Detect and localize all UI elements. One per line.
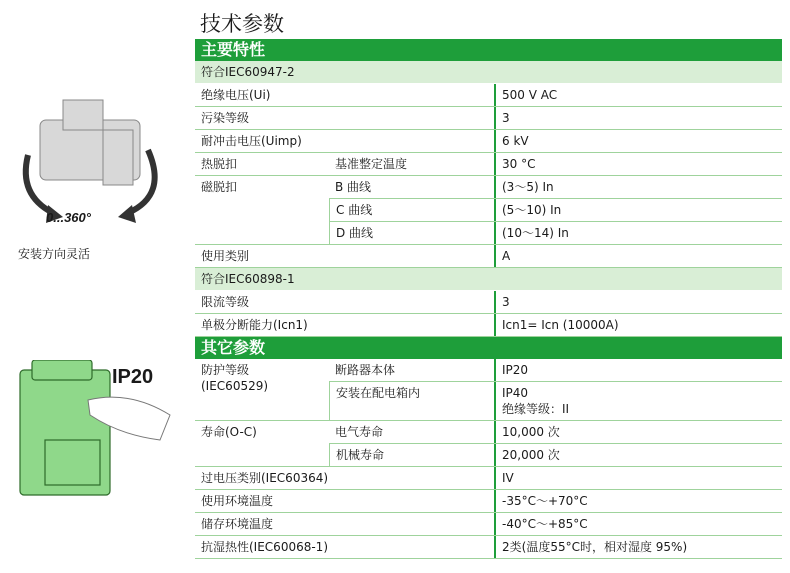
row-label: 单极分断能力(Icn1) bbox=[201, 318, 308, 332]
row-value: 10,000 次 bbox=[494, 421, 782, 443]
table-row-magnetic bbox=[195, 176, 782, 245]
row-sublabel: 电气寿命 bbox=[335, 425, 384, 439]
row-label: 耐冲击电压(Uimp) bbox=[201, 134, 302, 148]
row-label: 热脱扣 bbox=[201, 157, 238, 171]
standard-row-iec60947: 符合IEC60947-2 bbox=[195, 61, 782, 84]
row-label: 使用环境温度 bbox=[201, 494, 274, 508]
section-header-main: 主要特性 bbox=[195, 39, 782, 61]
curve-row bbox=[329, 199, 782, 222]
row-value: IV bbox=[494, 467, 782, 489]
row-sublabel: 机械寿命 bbox=[329, 444, 494, 466]
row-label: 使用类别 bbox=[201, 249, 250, 263]
row-value: 3 bbox=[494, 291, 782, 313]
panel-insulation-class: 绝缘等级：II bbox=[502, 402, 570, 416]
table-row bbox=[195, 84, 782, 107]
table-row bbox=[195, 536, 782, 559]
protection-standard: (IEC60529) bbox=[201, 379, 269, 393]
row-label: 限流等级 bbox=[201, 295, 250, 309]
row-value: 30 °C bbox=[494, 153, 782, 175]
row-value: (10～14) In bbox=[494, 222, 782, 244]
row-sublabel: 安装在配电箱内 bbox=[329, 382, 494, 420]
row-value: -40°C～+85°C bbox=[494, 513, 782, 535]
table-row bbox=[195, 153, 782, 176]
page-title: 技术参数 bbox=[200, 12, 284, 36]
row-label: 抗湿热性(IEC60068-1) bbox=[201, 540, 329, 554]
row-sublabel: D 曲线 bbox=[329, 222, 494, 244]
standard-row-iec60898: 符合IEC60898-1 bbox=[195, 268, 782, 291]
protection-subrows bbox=[329, 359, 782, 420]
life-subrow bbox=[329, 444, 782, 466]
row-value: 20,000 次 bbox=[494, 444, 782, 466]
row-value: IP20 bbox=[494, 359, 782, 381]
life-subrows bbox=[329, 421, 782, 466]
table-row bbox=[195, 513, 782, 536]
curve-row bbox=[329, 176, 782, 199]
table-row bbox=[195, 490, 782, 513]
table-row bbox=[195, 467, 782, 490]
table-row bbox=[195, 291, 782, 314]
life-subrow bbox=[329, 421, 782, 444]
protection-label: 防护等级 bbox=[201, 363, 250, 377]
table-row bbox=[195, 314, 782, 337]
row-label: 污染等级 bbox=[201, 111, 250, 125]
table-row bbox=[195, 245, 782, 268]
table-row-life bbox=[195, 421, 782, 467]
row-value: 6 kV bbox=[494, 130, 782, 152]
row-value: (3～5) In bbox=[494, 176, 782, 198]
table-row bbox=[195, 107, 782, 130]
row-label: 储存环境温度 bbox=[201, 517, 274, 531]
row-sublabel: 断路器本体 bbox=[335, 363, 396, 377]
row-sublabel: C 曲线 bbox=[329, 199, 494, 221]
row-value bbox=[494, 382, 782, 420]
panel-ip-value: IP40 bbox=[502, 386, 529, 400]
protection-subrow bbox=[329, 382, 782, 420]
illustration-panel bbox=[0, 0, 190, 573]
row-value: Icn1= Icn (10000A) bbox=[494, 314, 782, 336]
protection-subrow bbox=[329, 359, 782, 382]
row-sublabel: B 曲线 bbox=[335, 180, 372, 194]
section-header-other: 其它参数 bbox=[195, 337, 782, 359]
table-row-protection bbox=[195, 359, 782, 421]
row-label: 绝缘电压(Ui) bbox=[201, 88, 271, 102]
row-value: 3 bbox=[494, 107, 782, 129]
rotation-illustration bbox=[8, 95, 178, 235]
rotation-label: 0...360° bbox=[46, 210, 91, 225]
row-value: 500 V AC bbox=[494, 84, 782, 106]
row-value: (5～10) In bbox=[494, 199, 782, 221]
curve-row bbox=[329, 222, 782, 244]
ip20-illustration bbox=[10, 360, 180, 510]
magnetic-curves bbox=[329, 176, 782, 244]
spec-table bbox=[195, 39, 782, 559]
illustration-caption: 安装方向灵活 bbox=[18, 247, 91, 261]
row-value: 2类(温度55°C时，相对湿度 95%) bbox=[494, 536, 782, 558]
row-label: 寿命(O-C) bbox=[201, 425, 257, 439]
row-value: -35°C～+70°C bbox=[494, 490, 782, 512]
row-label: 磁脱扣 bbox=[201, 180, 238, 194]
row-label bbox=[195, 359, 329, 420]
row-label: 过电压类别(IEC60364) bbox=[201, 471, 329, 485]
table-row bbox=[195, 130, 782, 153]
row-value: A bbox=[494, 245, 782, 267]
ip20-label: IP20 bbox=[112, 366, 154, 388]
row-sublabel: 基准整定温度 bbox=[335, 157, 408, 171]
